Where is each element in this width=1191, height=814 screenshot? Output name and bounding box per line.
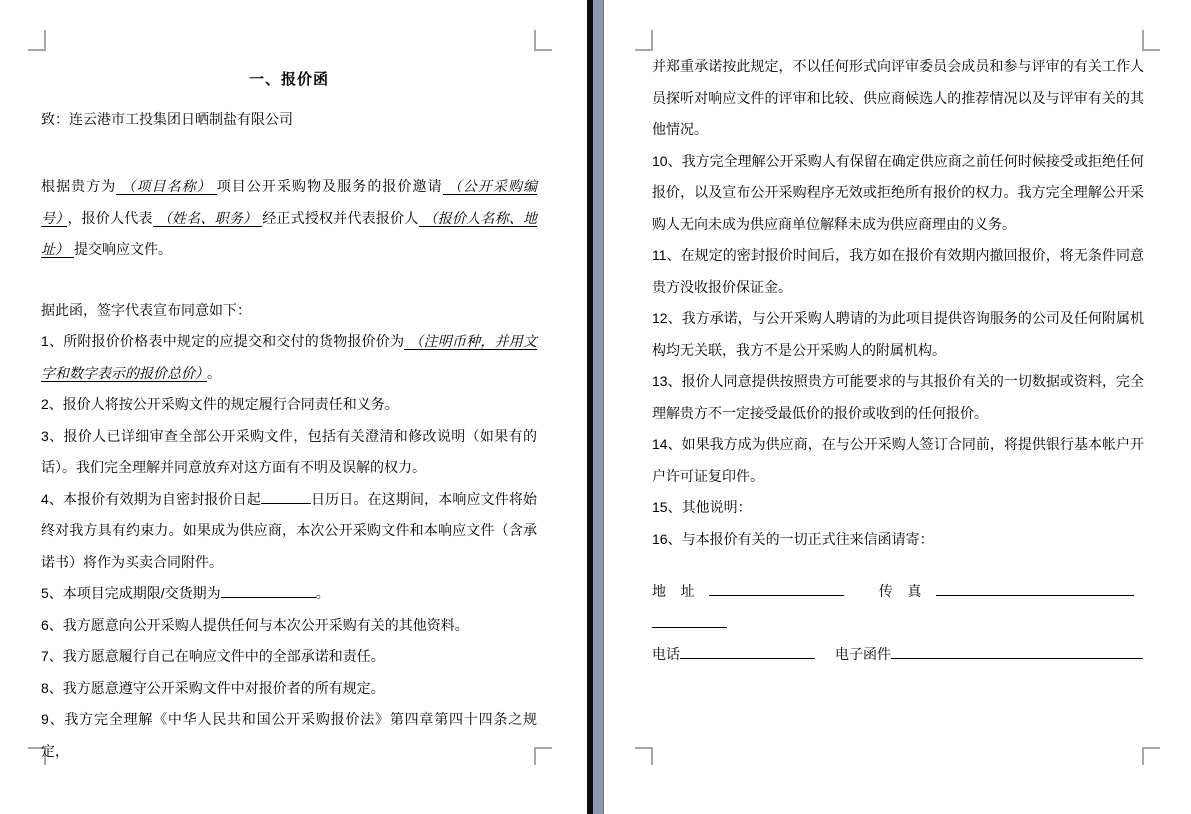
text-run: 8、我方愿意遵守公开采购文件中对报价者的所有规定。 <box>41 679 385 696</box>
quotation-item-9 <box>41 704 537 767</box>
quotation-item-1 <box>41 326 537 389</box>
page-left <box>0 0 587 814</box>
quotation-item-5 <box>41 578 537 610</box>
blank-underline-field <box>936 581 1134 596</box>
document-title: 一、报价函 <box>248 71 329 88</box>
text-run: 电子函件 <box>835 646 891 662</box>
text-run: 。 <box>315 585 330 601</box>
quotation-item-11 <box>652 240 1144 303</box>
fill-in-placeholder-text: （姓名、职务） <box>153 210 262 227</box>
spacer <box>815 658 835 659</box>
fill-in-placeholder-text: （注明币种，并用文字和数字表示的报价总价） <box>41 333 537 381</box>
text-run: 经正式授权并代表报价人 <box>262 209 419 226</box>
text-run: 并郑重承诺按此规定，不以任何形式向评审委员会成员和参与评审的有关工作人员探听对响应文件的评审和比较、供应商候选人的推荐情况以及与评审有关的其他情况。 <box>652 58 1144 137</box>
text-run: 项目公开采购物及服务的报价邀请 <box>216 178 443 194</box>
spacer <box>844 595 864 596</box>
quotation-item-14 <box>652 429 1144 492</box>
quotation-item-8 <box>41 673 537 705</box>
agreement-declaration-line: 据此函，签字代表宣布同意如下： <box>41 301 251 318</box>
margin-corner-mark-bottom-left <box>635 747 653 765</box>
text-run: 根据贵方为 <box>41 178 117 194</box>
text-run: 12、我方承诺，与公开采购人聘请的为此项目提供咨询服务的公司及任何附属机构均无关联，我方不是公开采购人的附属机构。 <box>652 310 1144 358</box>
quotation-item-15 <box>652 492 1144 524</box>
quotation-item-6 <box>41 610 537 642</box>
quotation-item-10 <box>652 146 1144 241</box>
page-left-content <box>41 0 537 767</box>
fill-in-placeholder-text: （报价人名称、地址） <box>41 209 538 257</box>
text-run: ，报价人代表 <box>67 209 153 226</box>
blank-underline-field <box>891 644 1143 659</box>
margin-corner-mark-top-left <box>635 30 653 51</box>
page-right-content <box>652 51 1144 671</box>
fill-in-placeholder-text: （项目名称） <box>116 178 216 195</box>
margin-corner-mark-bottom-right <box>1142 747 1160 765</box>
text-run: 15、其他说明： <box>652 499 752 515</box>
intro-paragraph <box>41 171 537 266</box>
blank-underline-field <box>652 613 727 628</box>
text-run: 9、我方完全理解《中华人民共和国公开采购报价法》第四章第四十四条之规定， <box>41 711 537 759</box>
text-run: 11、在规定的密封报价时间后，我方如在报价有效期内撤回报价，将无条件同意贵方没收报价保证金。 <box>652 247 1144 295</box>
margin-corner-mark-top-right <box>1142 30 1160 51</box>
text-run: 1、所附报价价格表中规定的应提交和交付的货物报价价为 <box>41 333 405 349</box>
text-run: 4、本报价有效期为自密封报价日起 <box>41 490 261 507</box>
blank-underline-field <box>709 581 844 596</box>
text-run: 16、与本报价有关的一切正式往来信函请寄： <box>652 530 934 547</box>
quotation-item-4 <box>41 484 537 579</box>
text-run: 2、报价人将按公开采购文件的规定履行合同责任和义务。 <box>41 396 399 412</box>
fill-in-placeholder-text: （公开采购编号） <box>41 178 538 226</box>
contact-line-address-fax <box>652 576 1144 639</box>
text-run: 7、我方愿意履行自己在响应文件中的全部承诺和责任。 <box>41 648 385 664</box>
quotation-item-16 <box>652 524 1144 556</box>
text-run: 。 <box>207 364 221 381</box>
quotation-item-3 <box>41 421 537 484</box>
text-run: 提交响应文件。 <box>74 241 172 257</box>
quotation-item-13 <box>652 366 1144 429</box>
page-right <box>604 0 1191 814</box>
blank-underline-field <box>680 644 815 659</box>
text-run: 13、报价人同意提供按照贵方可能要求的与其报价有关的一切数据或资料，完全理解贵方不一定接受最低价的报价或收到的任何报价。 <box>652 373 1144 421</box>
quotation-item-2 <box>41 389 537 421</box>
text-run: 5、本项目完成期限/交货期为 <box>41 585 221 601</box>
text-run: 6、我方愿意向公开采购人提供任何与本次公开采购有关的其他资料。 <box>41 616 469 633</box>
text-run: 14、如果我方成为供应商，在与公开采购人签订合同前，将提供银行基本帐户开户许可证复印件。 <box>652 436 1144 484</box>
contact-line-phone-email <box>652 639 1144 671</box>
text-run: 电话 <box>652 646 680 662</box>
spacer <box>1134 595 1144 596</box>
text-run: 传真 <box>864 583 937 599</box>
quotation-item-7 <box>41 641 537 673</box>
blank-underline-field <box>221 583 316 598</box>
divider-gray-bar <box>593 0 603 814</box>
text-run: 3、报价人已详细审查全部公开采购文件，包括有关澄清和修改说明（如果有的话）。我们完全理解并同意放弃对这方面有不明及误解的权力。 <box>41 427 537 475</box>
salutation-line: 致：连云港市工投集团日晒制盐有限公司 <box>41 110 293 127</box>
text-run: 10、我方完全理解公开采购人有保留在确定供应商之前任何时候接受或拒绝任何报价，以及宣布公开采购程序无效或拒绝所有报价的权力。我方完全理解公开采购人无向未成为供应商单位解释未成为供应商理由的义务。 <box>652 152 1144 232</box>
blank-underline-field <box>261 489 311 504</box>
text-run: 地址 <box>652 583 710 599</box>
quotation-item-9-continuation <box>652 51 1144 146</box>
text-run: 日历日。在这期间，本响应文件将始终对我方具有约束力。如果成为供应商，本次公开采购文件和本响应文件（含承诺书）将作为买卖合同附件。 <box>41 490 537 570</box>
quotation-item-12 <box>652 303 1144 366</box>
page-split-divider <box>587 0 604 814</box>
